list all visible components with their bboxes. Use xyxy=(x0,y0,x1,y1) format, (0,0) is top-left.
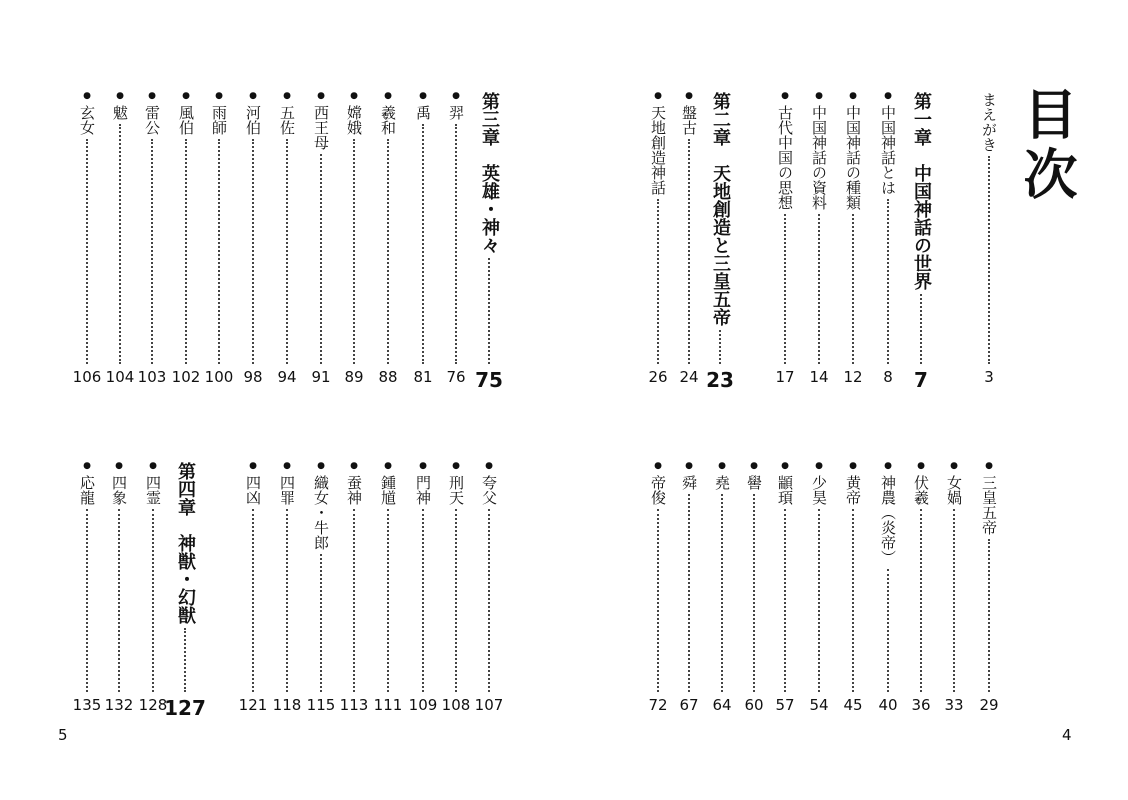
entry-title: 顓頊 xyxy=(776,475,794,505)
leader-dots xyxy=(784,214,786,364)
page-reference: 108 xyxy=(441,696,471,714)
page-reference: 26 xyxy=(648,368,668,386)
entry-label xyxy=(707,462,737,490)
page-reference: 111 xyxy=(373,696,403,714)
page-reference: 115 xyxy=(306,696,336,714)
bullet-icon: ● xyxy=(115,461,123,471)
bullet-icon: ● xyxy=(781,461,789,471)
chapter-title: 第三章 英雄・神々 xyxy=(479,92,500,254)
page-reference: 106 xyxy=(72,368,102,386)
leader-dots xyxy=(852,214,854,364)
page-number-right: 4 xyxy=(1062,726,1072,744)
entry-title: 河伯 xyxy=(244,105,262,135)
entry-title: 女媧 xyxy=(945,475,963,505)
page-reference: 7 xyxy=(914,368,928,392)
page-reference: 102 xyxy=(171,368,201,386)
entry-title: 蚕神 xyxy=(345,475,363,505)
bullet-icon: ● xyxy=(654,91,662,101)
page-reference: 109 xyxy=(408,696,438,714)
page-reference: 103 xyxy=(137,368,167,386)
bullet-icon: ● xyxy=(317,91,325,101)
leader-dots xyxy=(688,139,690,364)
bullet-icon: ● xyxy=(215,91,223,101)
leader-dots xyxy=(119,124,121,364)
entry-label xyxy=(339,462,369,505)
bullet-icon: ● xyxy=(283,91,291,101)
bullet-icon: ● xyxy=(350,91,358,101)
entry-label xyxy=(739,462,769,490)
page-number-left: 5 xyxy=(58,726,68,744)
leader-dots xyxy=(86,509,88,692)
leader-dots xyxy=(252,139,254,364)
bullet-icon: ● xyxy=(815,461,823,471)
entry-title: 夸父 xyxy=(480,475,498,505)
entry-title: 雷公 xyxy=(143,105,161,135)
bullet-icon: ● xyxy=(419,461,427,471)
bullet-icon: ● xyxy=(950,461,958,471)
bullet-icon: ● xyxy=(249,461,257,471)
entry-title: 五佐 xyxy=(278,105,296,135)
leader-dots xyxy=(953,509,955,692)
bullet-icon: ● xyxy=(116,91,124,101)
page-reference: 36 xyxy=(911,696,931,714)
bullet-icon: ● xyxy=(149,461,157,471)
leader-dots xyxy=(753,494,755,692)
bullet-icon: ● xyxy=(917,461,925,471)
entry-label xyxy=(339,92,369,135)
leader-dots xyxy=(286,509,288,692)
leader-dots xyxy=(86,139,88,364)
page-reference: 94 xyxy=(277,368,297,386)
bullet-icon: ● xyxy=(685,461,693,471)
page-reference: 29 xyxy=(979,696,999,714)
entry-title: 四象 xyxy=(110,475,128,505)
page-reference: 118 xyxy=(272,696,302,714)
entry-label xyxy=(137,92,167,135)
entry-title: 応龍 xyxy=(78,475,96,505)
entry-label xyxy=(974,92,1004,152)
page-reference: 72 xyxy=(648,696,668,714)
bullet-icon: ● xyxy=(283,461,291,471)
bullet-icon: ● xyxy=(182,91,190,101)
entry-label xyxy=(306,462,336,550)
bullet-icon: ● xyxy=(148,91,156,101)
entry-label xyxy=(238,92,268,135)
entry-label xyxy=(804,92,834,210)
bullet-icon: ● xyxy=(884,461,892,471)
entry-label xyxy=(770,462,800,505)
entry-title: 風伯 xyxy=(177,105,195,135)
page-reference: 24 xyxy=(679,368,699,386)
entry-title: 禹 xyxy=(414,105,432,120)
entry-label xyxy=(171,92,201,135)
entry-label xyxy=(804,462,834,505)
leader-dots xyxy=(818,214,820,364)
leader-dots xyxy=(184,628,186,692)
leader-dots xyxy=(920,509,922,692)
page-reference: 88 xyxy=(378,368,398,386)
toc-title: 目次 xyxy=(1015,86,1079,206)
bullet-icon: ● xyxy=(83,91,91,101)
leader-dots xyxy=(784,509,786,692)
leader-dots xyxy=(353,139,355,364)
bullet-icon: ● xyxy=(815,91,823,101)
entry-title: 織女・牛郎 xyxy=(312,475,330,550)
leader-dots xyxy=(152,509,154,692)
entry-title: 天地創造神話 xyxy=(649,105,667,195)
leader-dots xyxy=(688,494,690,692)
leader-dots xyxy=(118,509,120,692)
bullet-icon: ● xyxy=(685,91,693,101)
entry-title: 鍾馗 xyxy=(379,475,397,505)
entry-label xyxy=(272,462,302,505)
entry-label xyxy=(72,462,102,505)
entry-label xyxy=(674,462,704,490)
page-reference: 107 xyxy=(474,696,504,714)
entry-title: 魃 xyxy=(111,105,129,120)
entry-label xyxy=(643,92,673,195)
right-page xyxy=(564,0,1128,800)
entry-label xyxy=(674,92,704,135)
page-reference: 17 xyxy=(775,368,795,386)
entry-label xyxy=(104,462,134,505)
bullet-icon: ● xyxy=(654,461,662,471)
entry-title: 羿 xyxy=(447,105,465,120)
bullet-icon: ● xyxy=(350,461,358,471)
page-reference: 67 xyxy=(679,696,699,714)
entry-title: 帝俊 xyxy=(649,475,667,505)
leader-dots xyxy=(988,539,990,692)
entry-title: 四凶 xyxy=(244,475,262,505)
entry-label xyxy=(105,92,135,120)
entry-label xyxy=(873,462,903,565)
entry-label xyxy=(238,462,268,505)
entry-title: 少昊 xyxy=(810,475,828,505)
bullet-icon: ● xyxy=(485,461,493,471)
bullet-icon: ● xyxy=(781,91,789,101)
entry-title: 刑天 xyxy=(447,475,465,505)
entry-label xyxy=(474,462,504,505)
entry-label xyxy=(72,92,102,135)
page-reference: 132 xyxy=(104,696,134,714)
entry-label xyxy=(441,92,471,120)
entry-title: 嫦娥 xyxy=(345,105,363,135)
entry-label xyxy=(939,462,969,505)
entry-label xyxy=(873,92,903,195)
entry-title: 舜 xyxy=(680,475,698,490)
entry-label xyxy=(906,462,936,505)
entry-title: 四霊 xyxy=(144,475,162,505)
entry-label xyxy=(373,462,403,505)
page-reference: 3 xyxy=(984,368,994,386)
entry-title: 堯 xyxy=(713,475,731,490)
entry-title: 西王母 xyxy=(312,105,330,150)
entry-label xyxy=(138,462,168,505)
page-reference: 81 xyxy=(413,368,433,386)
page-reference: 113 xyxy=(339,696,369,714)
page-reference: 91 xyxy=(311,368,331,386)
chapter-title: 第四章 神獣・幻獣 xyxy=(175,462,196,624)
entry-title: 門神 xyxy=(414,475,432,505)
page-reference: 135 xyxy=(72,696,102,714)
entry-title: 古代中国の思想 xyxy=(776,105,794,210)
page-reference: 54 xyxy=(809,696,829,714)
entry-title: 黄帝 xyxy=(844,475,862,505)
entry-title: 玄女 xyxy=(78,105,96,135)
entry-title: 神農（炎帝） xyxy=(879,475,897,565)
entry-label xyxy=(974,462,1004,535)
page-reference: 23 xyxy=(706,368,734,392)
entry-title: 四罪 xyxy=(278,475,296,505)
leader-dots xyxy=(387,139,389,364)
entry-title: 中国神話とは xyxy=(879,105,897,195)
page-reference: 12 xyxy=(843,368,863,386)
leader-dots xyxy=(657,199,659,364)
bullet-icon: ● xyxy=(419,91,427,101)
page-reference: 40 xyxy=(878,696,898,714)
entry-label xyxy=(770,92,800,210)
page-reference: 64 xyxy=(712,696,732,714)
leader-dots xyxy=(721,494,723,692)
page-reference: 76 xyxy=(446,368,466,386)
page-reference: 104 xyxy=(105,368,135,386)
page-reference: 100 xyxy=(204,368,234,386)
bullet-icon: ● xyxy=(384,91,392,101)
leader-dots xyxy=(218,139,220,364)
leader-dots xyxy=(455,509,457,692)
entry-title: 伏羲 xyxy=(912,475,930,505)
leader-dots xyxy=(818,509,820,692)
entry-label xyxy=(204,92,234,135)
page-reference: 98 xyxy=(243,368,263,386)
bullet-icon: ● xyxy=(384,461,392,471)
leader-dots xyxy=(422,509,424,692)
page-reference: 121 xyxy=(238,696,268,714)
page-reference: 57 xyxy=(775,696,795,714)
leader-dots xyxy=(387,509,389,692)
bullet-icon: ● xyxy=(249,91,257,101)
entry-label xyxy=(272,92,302,135)
entry-label xyxy=(906,92,936,290)
entry-label xyxy=(838,92,868,210)
page-reference: 33 xyxy=(944,696,964,714)
entry-label xyxy=(170,462,200,624)
bullet-icon: ● xyxy=(452,461,460,471)
entry-label xyxy=(474,92,504,254)
chapter-title: 第一章 中国神話の世界 xyxy=(911,92,932,290)
entry-title: 三皇五帝 xyxy=(980,475,998,535)
bullet-icon: ● xyxy=(83,461,91,471)
entry-label xyxy=(705,92,735,326)
bullet-icon: ● xyxy=(317,461,325,471)
entry-title: まえがき xyxy=(980,92,998,152)
entry-title: 中国神話の種類 xyxy=(844,105,862,210)
leader-dots xyxy=(852,509,854,692)
entry-title: 盤古 xyxy=(680,105,698,135)
bullet-icon: ● xyxy=(849,91,857,101)
leader-dots xyxy=(455,124,457,364)
entry-title: 羲和 xyxy=(379,105,397,135)
leader-dots xyxy=(719,330,721,364)
leader-dots xyxy=(151,139,153,364)
leader-dots xyxy=(488,509,490,692)
entry-label xyxy=(408,92,438,120)
entry-label xyxy=(643,462,673,505)
leader-dots xyxy=(988,156,990,364)
entry-title: 中国神話の資料 xyxy=(810,105,828,210)
entry-label xyxy=(408,462,438,505)
leader-dots xyxy=(320,554,322,692)
bullet-icon: ● xyxy=(884,91,892,101)
entry-label xyxy=(373,92,403,135)
leader-dots xyxy=(488,258,490,364)
leader-dots xyxy=(657,509,659,692)
bullet-icon: ● xyxy=(985,461,993,471)
leader-dots xyxy=(887,199,889,364)
entry-label xyxy=(306,92,336,150)
bullet-icon: ● xyxy=(849,461,857,471)
bullet-icon: ● xyxy=(750,461,758,471)
leader-dots xyxy=(185,139,187,364)
leader-dots xyxy=(286,139,288,364)
page-reference: 14 xyxy=(809,368,829,386)
page-reference: 89 xyxy=(344,368,364,386)
bullet-icon: ● xyxy=(452,91,460,101)
bullet-icon: ● xyxy=(718,461,726,471)
chapter-title: 第二章 天地創造と三皇五帝 xyxy=(710,92,731,326)
leader-dots xyxy=(887,569,889,692)
page-reference: 60 xyxy=(744,696,764,714)
page-reference: 128 xyxy=(138,696,168,714)
entry-label xyxy=(838,462,868,505)
leader-dots xyxy=(920,294,922,364)
page-reference: 127 xyxy=(164,696,206,720)
entry-label xyxy=(441,462,471,505)
page-reference: 75 xyxy=(475,368,503,392)
leader-dots xyxy=(422,124,424,364)
entry-title: 雨師 xyxy=(210,105,228,135)
leader-dots xyxy=(252,509,254,692)
leader-dots xyxy=(320,154,322,364)
entry-title: 嚳 xyxy=(745,475,763,490)
page-reference: 45 xyxy=(843,696,863,714)
page-reference: 8 xyxy=(883,368,893,386)
leader-dots xyxy=(353,509,355,692)
